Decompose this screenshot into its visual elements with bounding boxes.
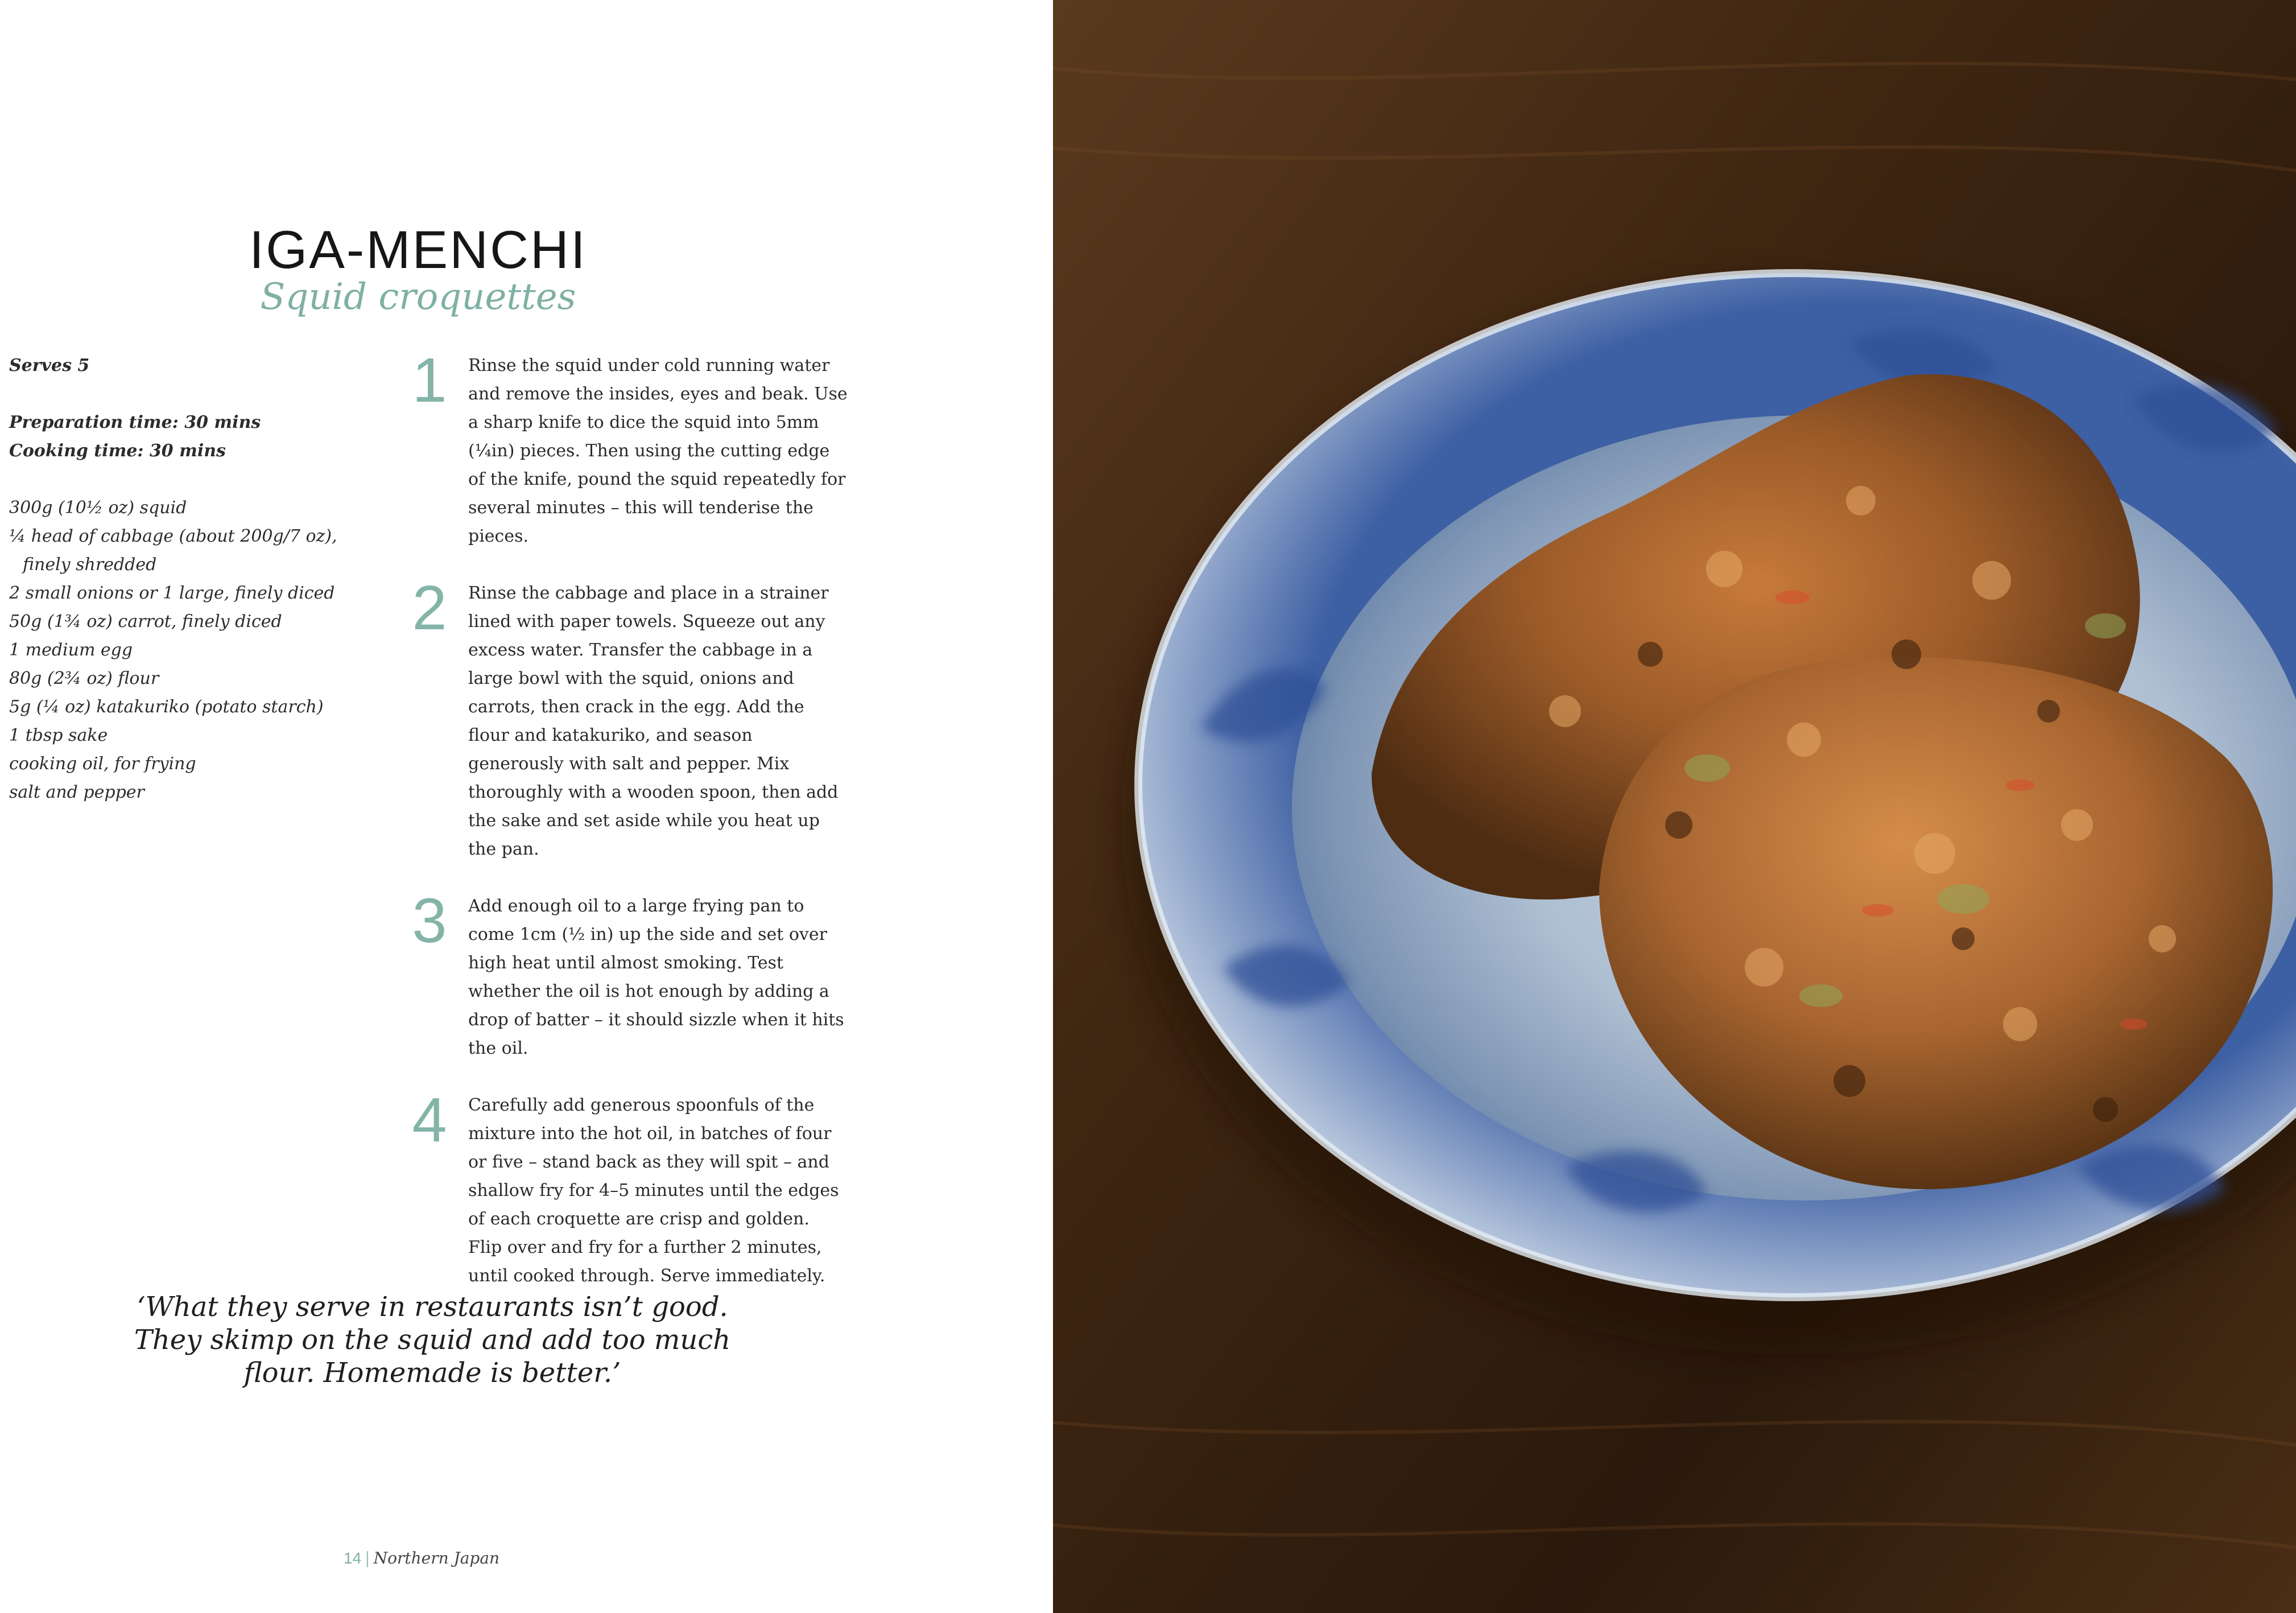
recipe-meta bbox=[9, 352, 362, 807]
ingredients-list bbox=[9, 494, 362, 807]
ingredient-item: salt and pepper bbox=[9, 782, 144, 802]
quote-line: ‘What they serve in restaurants isn’t good. bbox=[137, 1291, 728, 1323]
recipe-title: IGA-MENCHI bbox=[249, 220, 587, 279]
pull-quote bbox=[125, 1290, 740, 1389]
ingredient-item: 1 medium egg bbox=[9, 640, 133, 660]
serves-text: Serves 5 bbox=[9, 356, 90, 376]
step-text: Add enough oil to a large frying pan to come 1cm (½ in) up the side and set over high heat until almost smoking. Test whether the oil is hot enough by adding a drop of batter – it should sizzle when it hits the oil. bbox=[468, 896, 844, 1058]
ingredient-item: cooking oil, for frying bbox=[9, 754, 196, 774]
step-number: 2 bbox=[412, 573, 447, 643]
step-number: 3 bbox=[412, 886, 447, 956]
meta-spacer bbox=[9, 380, 362, 409]
recipe-page bbox=[0, 0, 1053, 1613]
page-number: 14 bbox=[344, 1549, 362, 1567]
food-photo bbox=[1053, 0, 2296, 1613]
step-text: Rinse the cabbage and place in a strainer lined with paper towels. Squeeze out any excess water. Transfer the cabbage in a large bowl with the squid, onions and carrots, then crack in the egg. Add the flour and katakuriko, and season generously with salt and pepper. Mix thoroughly with a wooden spoon, then add the sake and set aside while you heat up the pan. bbox=[468, 583, 839, 859]
method-step bbox=[398, 345, 853, 551]
ingredient-item: 5g (¼ oz) katakuriko (potato starch) bbox=[9, 697, 324, 717]
food-photo-icon bbox=[1053, 0, 2296, 1613]
method-steps bbox=[398, 345, 853, 1319]
recipe-subtitle: Squid croquettes bbox=[260, 276, 576, 318]
meta-spacer bbox=[9, 465, 362, 494]
step-number: 1 bbox=[412, 345, 447, 415]
step-text: Rinse the squid under cold running water and remove the insides, eyes and beak. Use a sharp knife to dice the squid into 5mm (¼in) pieces. Then using the cutting edge of the knife, pound the squid repeatedly for several minutes – this will tenderise the pieces. bbox=[468, 356, 848, 546]
section-name: Northern Japan bbox=[373, 1549, 500, 1567]
ingredient-item: 80g (2¾ oz) flour bbox=[9, 669, 159, 688]
page-footer bbox=[344, 1549, 499, 1567]
step-number: 4 bbox=[412, 1085, 447, 1155]
method-step bbox=[398, 886, 853, 1063]
method-step bbox=[398, 573, 853, 864]
ingredient-item: 2 small onions or 1 large, finely diced bbox=[9, 583, 335, 603]
prep-time-text: Preparation time: 30 mins bbox=[9, 412, 261, 432]
quote-line: They skimp on the squid and add too much bbox=[134, 1324, 731, 1356]
method-step bbox=[398, 1085, 853, 1290]
ingredient-item: ¼ head of cabbage (about 200g/7 oz), bbox=[9, 526, 337, 546]
ingredient-item: 300g (10½ oz) squid bbox=[9, 498, 187, 518]
cook-time-text: Cooking time: 30 mins bbox=[9, 441, 226, 461]
ingredient-item: 1 tbsp sake bbox=[9, 725, 108, 745]
ingredient-item: finely shredded bbox=[23, 555, 157, 575]
footer-separator: | bbox=[365, 1549, 370, 1567]
ingredient-item: 50g (1¾ oz) carrot, finely diced bbox=[9, 612, 282, 632]
quote-line: flour. Homemade is better.’ bbox=[243, 1357, 621, 1389]
step-text: Carefully add generous spoonfuls of the mixture into the hot oil, in batches of four or five – stand back as they will spit – and shallow fry for 4–5 minutes until the edges of each croquette are crisp and golden. Flip over and fry for a further 2 minutes, until cooked through. Serve immediately. bbox=[468, 1095, 839, 1286]
